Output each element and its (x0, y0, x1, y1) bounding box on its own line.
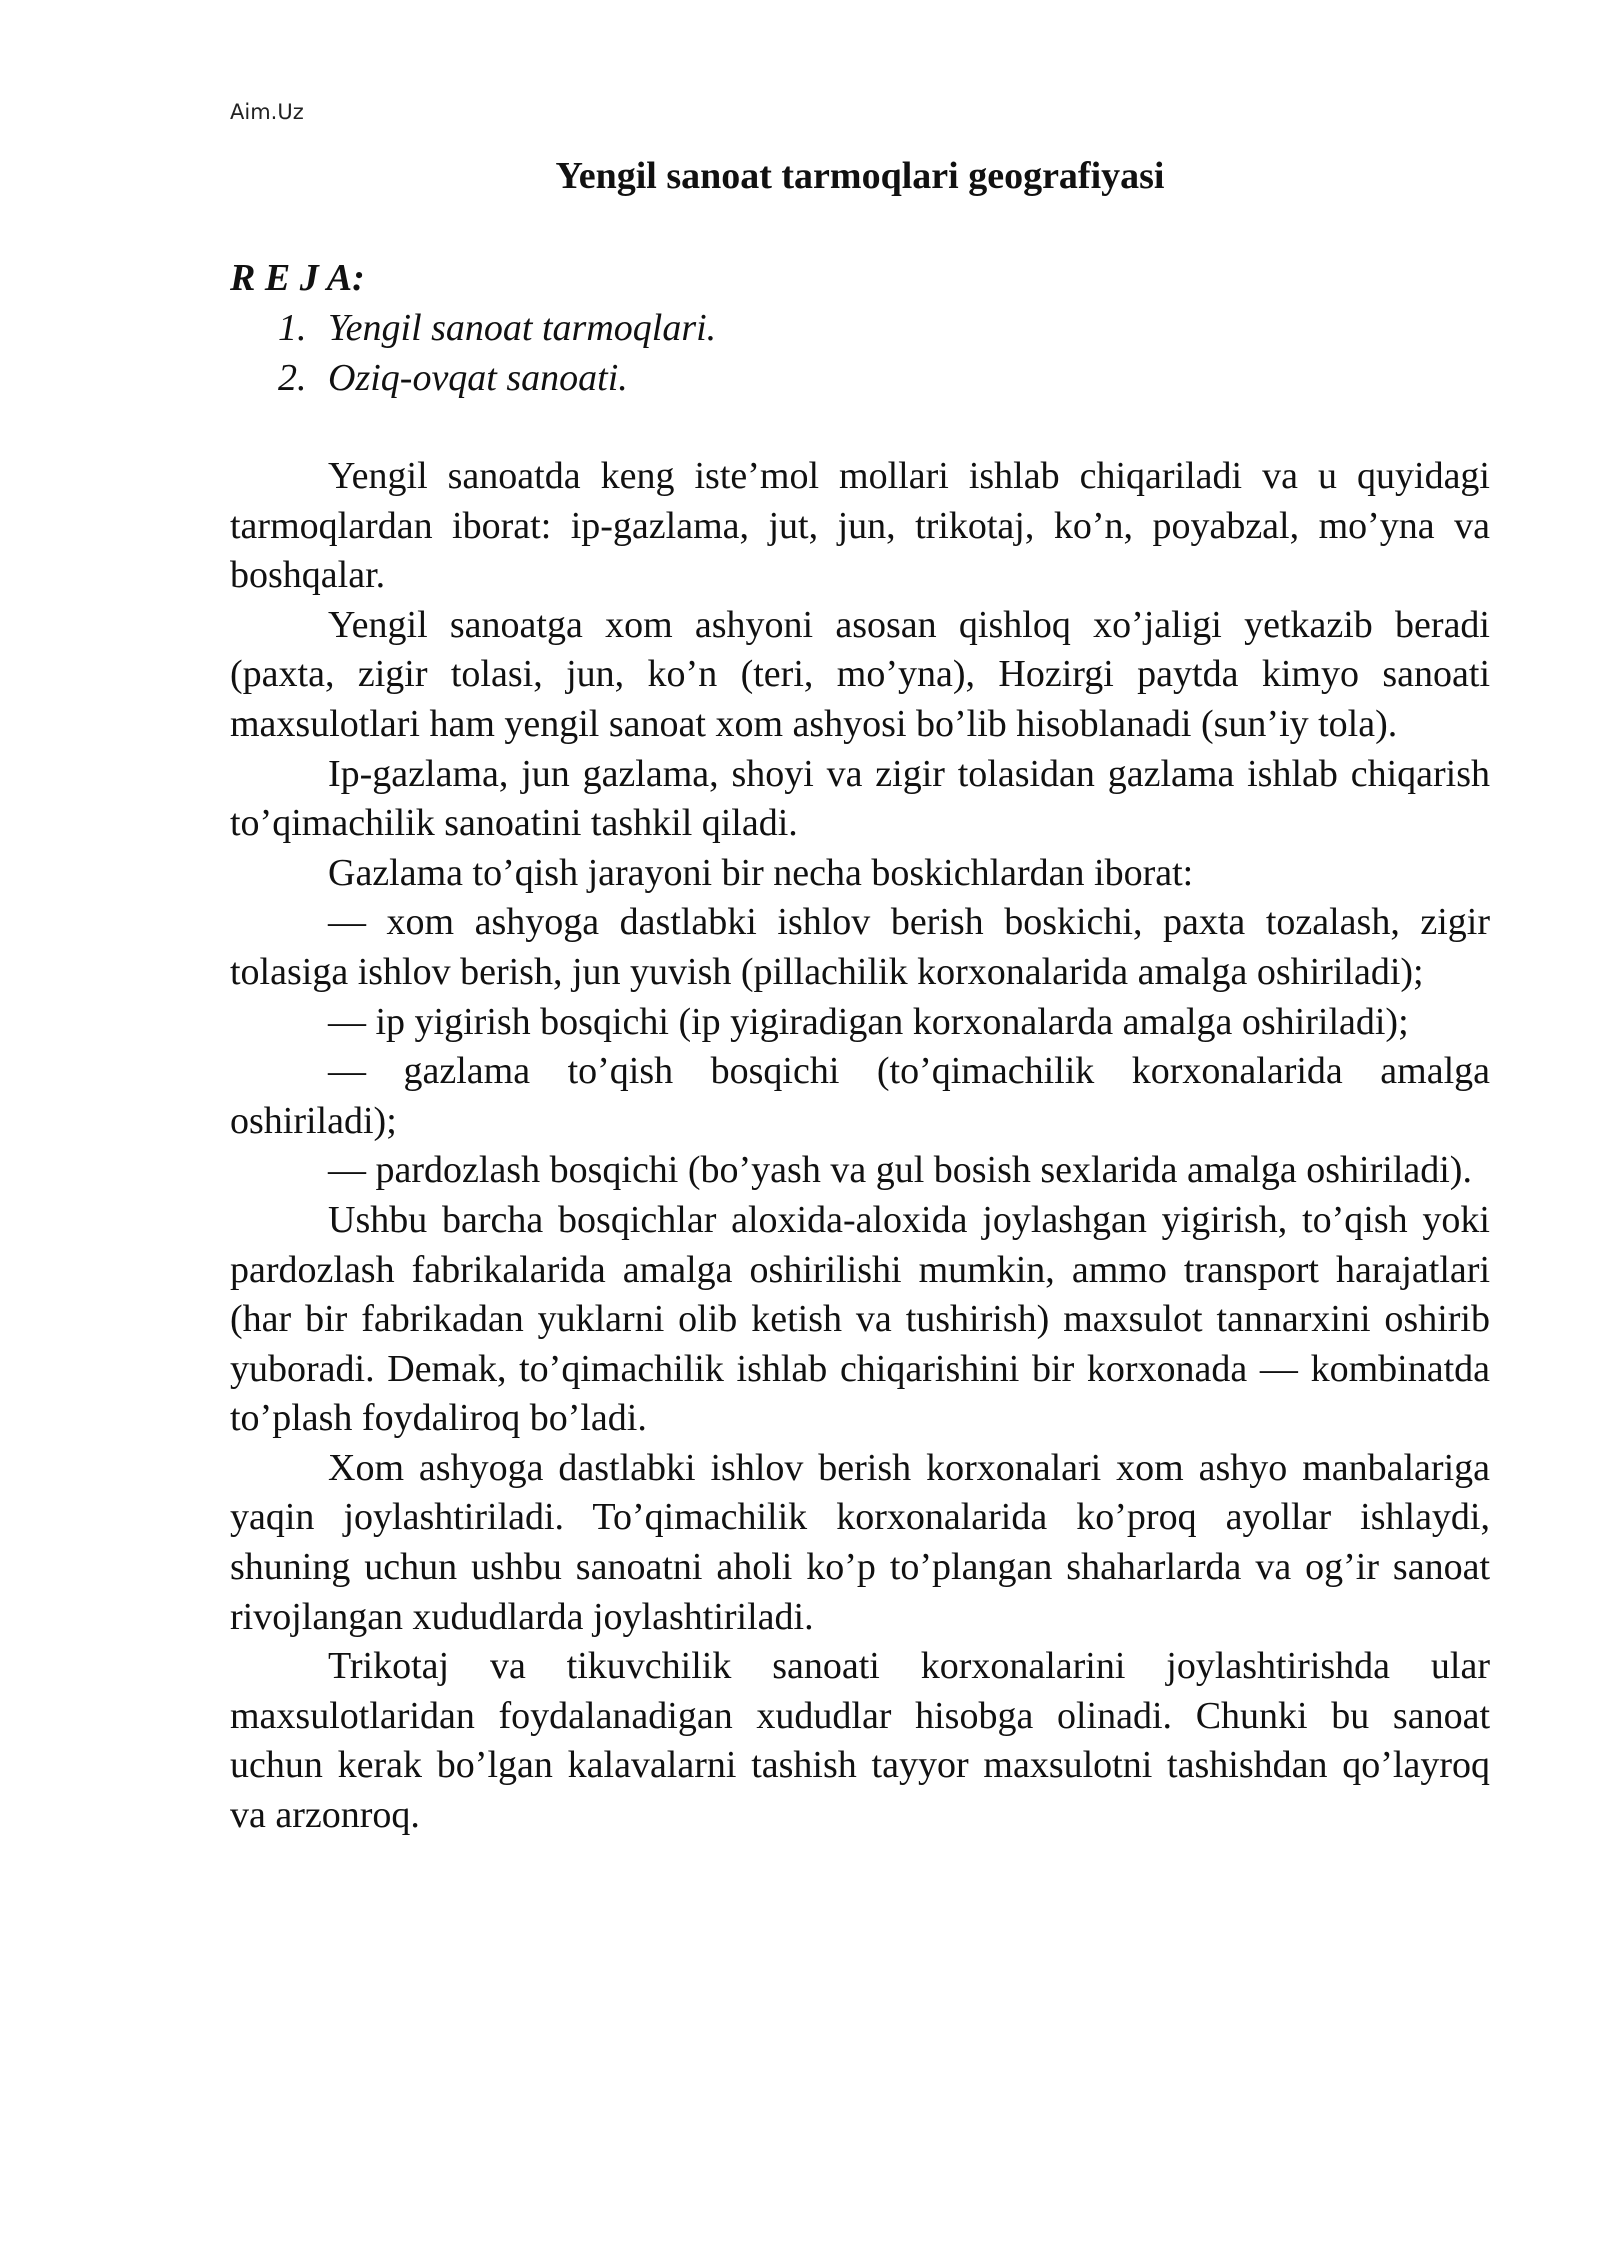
list-paragraph: — pardozlash bosqichi (bo’yash va gul bosish sexlarida amalga oshiriladi). (328, 1149, 1472, 1192)
plan-item-number: 1. (278, 307, 307, 349)
list-paragraph: — xom ashyoga dastlabki ishlov berish boskichi, paxta tozalash, zigir tolasiga ishlov berish, jun yuvish (pillachilik korxonalarida amalga oshiriladi); (230, 901, 1490, 993)
plan-item-text: Oziq-ovqat sanoati. (328, 357, 628, 399)
paragraph: Gazlama to’qish jarayoni bir necha boskichlardan iborat: (328, 851, 1194, 894)
list-paragraph: — ip yigirish bosqichi (ip yigiradigan korxonalarda amalga oshiriladi); (328, 1000, 1409, 1043)
body-text (230, 452, 1490, 1841)
list-paragraph: — gazlama to’qish bosqichi (to’qimachilik korxonalarida amalga oshiriladi); (230, 1050, 1490, 1142)
source-label: Aim.Uz (230, 100, 304, 124)
plan-item-number: 2. (278, 357, 307, 399)
document-title: Yengil sanoat tarmoqlari geografiyasi (555, 155, 1165, 197)
plan-list (230, 303, 716, 403)
plan-item (230, 303, 716, 353)
paragraph: Ip-gazlama, jun gazlama, shoyi va zigir tolasidan gazlama ishlab chiqarish to’qimachilik sanoatini tashkil qiladi. (230, 752, 1490, 845)
paragraph: Ushbu barcha bosqichlar aloxida-aloxida joylashgan yigirish, to’qish yoki pardozlash fabrikalarida amalga oshirilishi mumkin, ammo transport harajatlari (har bir fabrikadan yuklarni olib ketish va tushirish) maxsulot tannarxini oshirib yuboradi. Demak, to’qimachilik ishlab chiqarishini bir korxonada — kombinatda to’plash foydaliroq bo’ladi. (230, 1198, 1490, 1440)
paragraph: Yengil sanoatda keng iste’mol mollari ishlab chiqariladi va u quyidagi tarmoqlardan iborat: ip-gazlama, jut, jun, trikotaj, ko’n, poyabzal, mo’yna va boshqalar. (230, 455, 1490, 597)
paragraph: Yengil sanoatga xom ashyoni asosan qishloq xo’jaligi yetkazib beradi (paxta, zigir tolasi, jun, ko’n (teri, mo’yna), Hozirgi paytda kimyo sanoati maxsulotlari ham yengil sanoat xom ashyosi bo’lib hisoblanadi (sun’iy tola). (230, 603, 1490, 745)
plan-heading: R E J A: (230, 257, 365, 299)
paragraph: Trikotaj va tikuvchilik sanoati korxonalarini joylashtirishda ular maxsulotlaridan foydalanadigan xududlar hisobga olinadi. Chunki bu sanoat uchun kerak bo’lgan kalavalarni tashish tayyor maxsulotni tashishdan qo’layroq va arzonroq. (230, 1645, 1490, 1837)
plan-item (230, 353, 716, 403)
paragraph: Xom ashyoga dastlabki ishlov berish korxonalari xom ashyo manbalariga yaqin joylashtiriladi. To’qimachilik korxonalarida ko’proq ayollar ishlaydi, shuning uchun ushbu sanoatni aholi ko’p to’plangan shaharlarda va og’ir sanoat rivojlangan xududlarda joylashtiriladi. (230, 1446, 1490, 1638)
plan-item-text: Yengil sanoat tarmoqlari. (328, 307, 717, 349)
